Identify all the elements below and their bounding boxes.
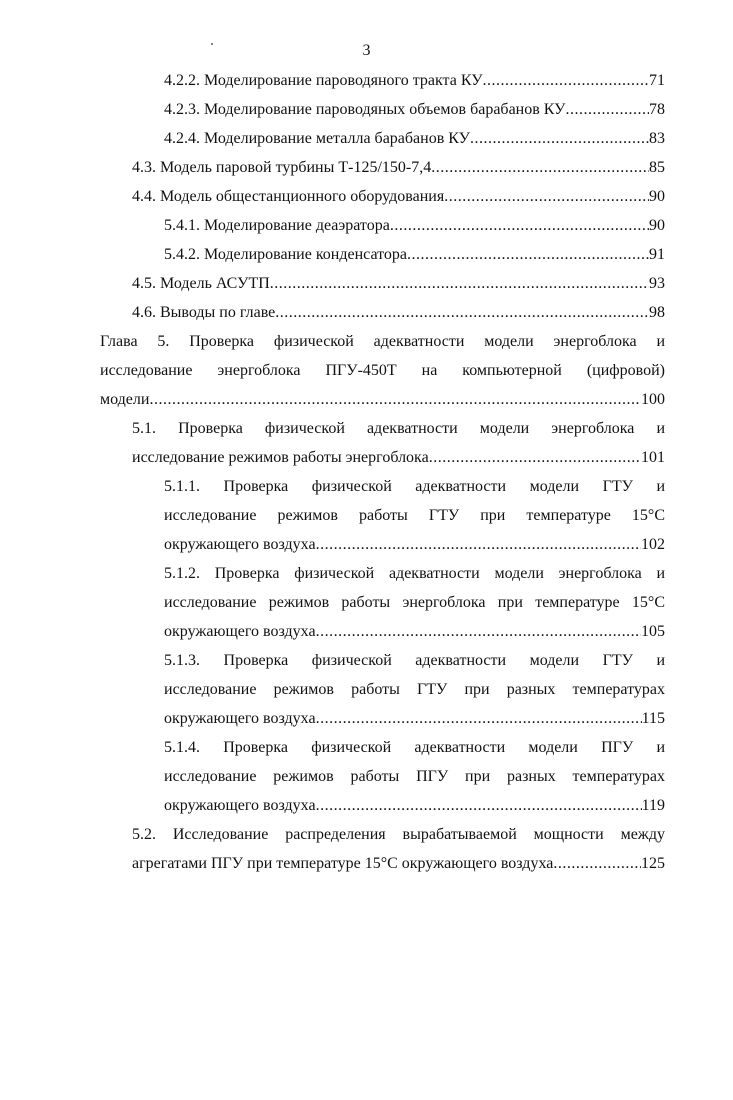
toc-entry-last-line — [164, 704, 665, 733]
toc-entry-page: 78 — [649, 101, 665, 118]
toc-entry-last-line — [164, 791, 665, 820]
toc-entry-last-line — [100, 385, 665, 414]
toc-entry-line: исследование режимов работы энергоблока при температуре 15°С — [164, 594, 665, 611]
toc-entry-title: 4.2.3. Моделирование пароводяных объемов барабанов КУ — [164, 101, 566, 118]
toc-entry-last-line — [132, 849, 665, 878]
toc-entry-line: окружающего воздуха — [164, 623, 316, 640]
toc-entry-line: 5.1.4. Проверка физической адекватности модели ПГУ и — [164, 739, 665, 756]
toc-entry-line: Глава 5. Проверка физической адекватности модели энергоблока и — [100, 333, 665, 350]
toc-entry-title: 4.5. Модель АСУТП — [132, 275, 270, 292]
dot-leader — [316, 617, 641, 646]
toc-entry-title: 5.4.2. Моделирование конденсатора — [164, 246, 408, 263]
toc-entry-title: 4.4. Модель общестанционного оборудования — [132, 188, 445, 205]
toc-entry-5-1-4 — [164, 733, 665, 820]
toc-entry-5-1-2 — [164, 559, 665, 646]
toc-entry-title: 4.2.2. Моделирование пароводяного тракта КУ — [164, 72, 483, 89]
page-number: 3 — [362, 42, 371, 59]
dot-leader — [316, 791, 642, 820]
toc-entry-line: окружающего воздуха — [164, 710, 316, 727]
toc-entry-line: окружающего воздуха — [164, 536, 316, 553]
toc-entry-title: 4.3. Модель паровой турбины Т-125/150-7,4 — [132, 159, 432, 176]
toc-entry-page: 85 — [649, 159, 665, 176]
toc-entry-page: 102 — [641, 536, 665, 553]
toc-entry-line: исследование режимов работы ПГУ при разных температурах — [164, 768, 665, 785]
dot-leader — [444, 182, 649, 211]
toc-entry-line: 5.1. Проверка физической адекватности модели энергоблока и — [132, 420, 665, 437]
toc-entry-line: 5.1.3. Проверка физической адекватности модели ГТУ и — [164, 652, 665, 669]
toc-entry-4-3 — [132, 153, 665, 182]
toc-entry-last-line — [164, 617, 665, 646]
dot-leader — [390, 211, 649, 240]
toc-entry-page: 83 — [649, 130, 665, 147]
dot-leader — [429, 443, 641, 472]
toc-entry-line: исследование режимов работы ГТУ при разных температурах — [164, 681, 665, 698]
toc-entry-page: 101 — [641, 449, 665, 466]
dot-leader — [275, 298, 649, 327]
toc-entry-page: 125 — [641, 855, 665, 872]
toc-entry-5-1-3 — [164, 646, 665, 733]
toc-entry-4-4 — [132, 182, 665, 211]
dot-leader — [316, 530, 641, 559]
toc-entry-line: исследование режимов работы энергоблока — [132, 449, 429, 466]
toc-entry-page: 90 — [649, 188, 665, 205]
toc-entry-last-line — [164, 530, 665, 559]
dot-leader — [431, 153, 649, 182]
toc-entry-5-2 — [132, 820, 665, 878]
toc-entry-line: исследование режимов работы ГТУ при температуре 15°С — [164, 507, 665, 524]
toc-entry-line: агрегатами ПГУ при температуре 15°С окружающего воздуха — [132, 855, 554, 872]
toc-entry-4-2-2 — [164, 66, 665, 95]
toc-entry-title: 5.4.1. Моделирование деаэратора — [164, 217, 390, 234]
toc-entry-5-4-2 — [164, 240, 665, 269]
toc-entry-4-2-4 — [164, 124, 665, 153]
toc-entry-line: исследование энергоблока ПГУ-450Т на компьютерной (цифровой) — [100, 362, 665, 379]
toc-entry-4-6 — [132, 298, 665, 327]
dot-leader — [470, 124, 649, 153]
toc-entry-line: 5.1.2. Проверка физической адекватности модели энергоблока и — [164, 565, 665, 582]
table-of-contents — [0, 66, 733, 878]
toc-entry-line: модели — [100, 391, 150, 408]
dot-leader — [270, 269, 649, 298]
toc-entry-line: 5.1.1. Проверка физической адекватности модели ГТУ и — [164, 478, 665, 495]
dot-leader — [407, 240, 649, 269]
toc-entry-page: 90 — [649, 217, 665, 234]
toc-entry-page: 105 — [641, 623, 665, 640]
toc-entry-4-5 — [132, 269, 665, 298]
toc-entry-page: 91 — [649, 246, 665, 263]
toc-entry-page: 119 — [641, 797, 665, 814]
toc-entry-5-1 — [132, 414, 665, 472]
toc-entry-page: 93 — [649, 275, 665, 292]
toc-entry-line: окружающего воздуха — [164, 797, 316, 814]
toc-entry-line: 5.2. Исследование распределения вырабатываемой мощности между — [132, 826, 665, 843]
toc-entry-4-2-3 — [164, 95, 665, 124]
toc-entry-page: 71 — [649, 72, 665, 89]
toc-entry-title: 4.6. Выводы по главе — [132, 304, 276, 321]
dot-leader — [553, 849, 641, 878]
dot-leader — [565, 95, 649, 124]
toc-entry-page: 115 — [641, 710, 665, 727]
toc-entry-page: 98 — [649, 304, 665, 321]
toc-entry-chapter-5 — [100, 327, 665, 414]
dot-leader — [316, 704, 642, 733]
dot-leader — [149, 385, 641, 414]
toc-entry-last-line — [132, 443, 665, 472]
toc-entry-5-1-1 — [164, 472, 665, 559]
toc-entry-title: 4.2.4. Моделирование металла барабанов КУ — [164, 130, 470, 147]
dot-leader — [483, 66, 649, 95]
toc-entry-5-4-1 — [164, 211, 665, 240]
toc-entry-page: 100 — [641, 391, 665, 408]
